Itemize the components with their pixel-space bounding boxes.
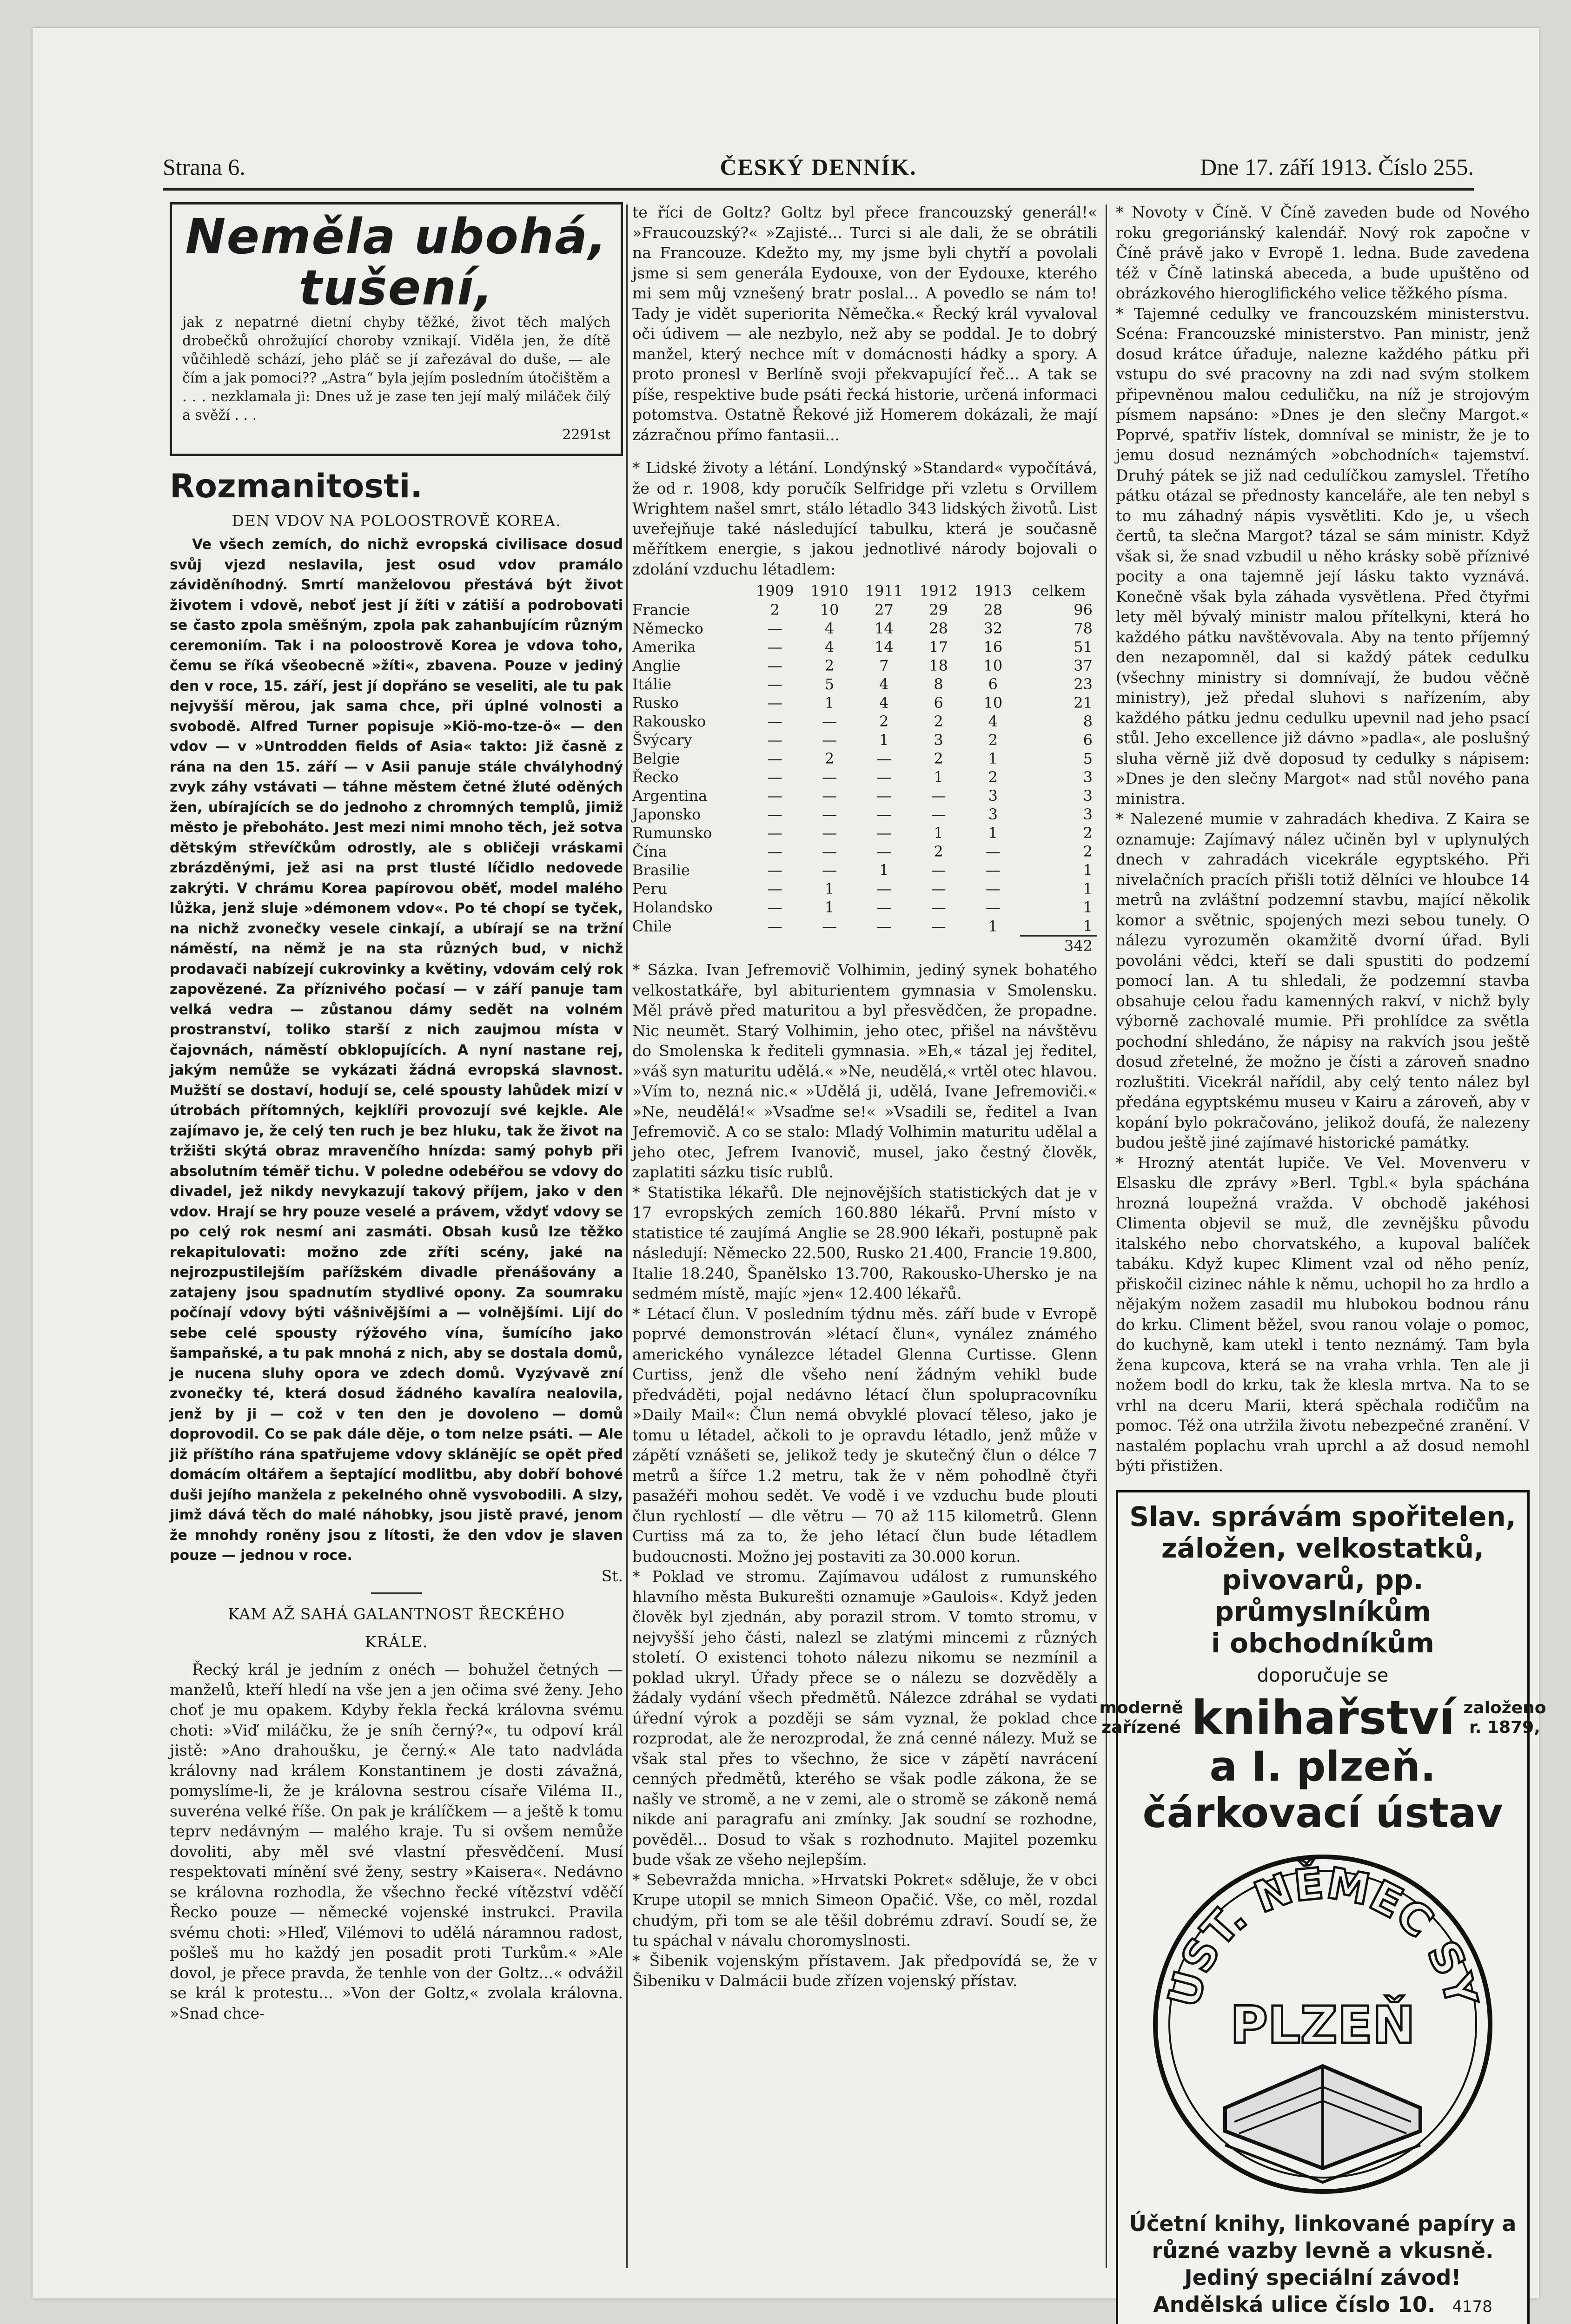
newspaper-title: ČESKÝ DENNÍK. xyxy=(720,154,917,180)
table-cell: 4 xyxy=(879,675,889,693)
table-row xyxy=(632,601,1097,619)
table-cell: 7 xyxy=(879,657,889,674)
ad-code: 2291st xyxy=(562,427,610,443)
table-cell: — xyxy=(876,805,892,823)
table-cell: — xyxy=(767,805,782,823)
table-country: Amerika xyxy=(632,638,696,656)
table-country: Rumunsko xyxy=(632,824,712,842)
table-cell: 18 xyxy=(929,657,948,674)
table-cell: 2 xyxy=(1083,843,1093,860)
table-cell: — xyxy=(767,713,782,730)
table-row xyxy=(632,768,1097,786)
table-country: Argentina xyxy=(632,787,708,805)
column-2 xyxy=(632,202,1097,1991)
table-row xyxy=(632,656,1097,675)
table-cell: — xyxy=(822,805,837,823)
table-cell: 3 xyxy=(988,805,998,823)
ad-line: moderně xyxy=(1099,1698,1183,1717)
table-cell: 10 xyxy=(983,657,1003,674)
table-cell: — xyxy=(767,917,782,935)
news-item: * Nalezené mumie v zahradách khediva. Z Kaira se oznamuje: Zajímavý nález učiněn byl v uplynulých dnech v zahradách vicekrále egyptského. Při nivelačních pracích přišli totiž dělníci ve hloubce 14 metrů na zvláštní podzemní stavbu, mající několik komor a světnic, spojených mezi sebou tunely. O nálezu vyrozuměn okamžitě dvorní úřad. Byli povoláni vědci, kteří se dali spustiti do podzemí pomocí lan. A tu shledali, že podzemní stavba obsahuje celou řadu kamenných rakví, v nichž byly výborně zachovalé mumie. Při prohlídce za světla pochodní shledáno, že nápisy na rakvích jsou ještě dosud zřetelné, že možno je čísti a zároveň snadno rozluštiti. Vicekrál nařídil, aby celý tento nález byl předána egyptskému museu v Kairu a zároveň, aby v kopání bylo pokračováno, jelikož doufá, že nalezeny budou ještě jiné zajímavé historické památky. xyxy=(1116,810,1530,1151)
news-item: * Statistika lékařů. Dle nejnovějších statistických dat je v 17 evropských zemích 160.880 lékařů. První místo v statistice té zaujímá Anglie se 28.900 lékaři, postupně pak následují: Německo 22.500, Rusko 21.400, Francie 19.800, Italie 18.240, Španělsko 13.700, Rakousko-Uhersko je na sedmém místě, majíc »jen« 12.400 lékařů. xyxy=(632,1183,1097,1302)
table-cell: — xyxy=(767,898,782,916)
table-country: Holandsko xyxy=(632,898,713,916)
table-country: Rusko xyxy=(632,694,679,712)
table-cell: 2 xyxy=(934,713,943,730)
ad-line: Účetní knihy, linkované papíry a xyxy=(1129,2211,1517,2236)
table-footer-blank xyxy=(632,936,1020,956)
table-cell: — xyxy=(822,861,837,879)
ad-line: Jediný speciální závod! xyxy=(1184,2265,1461,2290)
table-row xyxy=(632,786,1097,805)
table-cell: — xyxy=(985,843,1001,860)
table-country: Německo xyxy=(632,620,703,637)
table-country: Peru xyxy=(632,880,667,898)
issue-date: Dne 17. září 1913. Číslo 255. xyxy=(1200,154,1474,180)
news-item: * Šibenik vojenským přístavem. Jak předpovídá se, že v Šibeniku v Dalmácii bude zřízen vojenský přístav. xyxy=(632,1951,1097,1990)
table-cell: — xyxy=(767,675,782,693)
table-cell: 6 xyxy=(988,675,998,693)
table-cell: 3 xyxy=(988,787,998,805)
table-cell: 2 xyxy=(934,750,943,767)
table-cell: 28 xyxy=(983,601,1003,619)
table-row xyxy=(632,619,1097,638)
table-header-blank xyxy=(632,581,748,601)
table-country: Itálie xyxy=(632,675,671,693)
table-cell: — xyxy=(876,898,892,916)
table-cell: 27 xyxy=(875,601,894,619)
table-header: 1909 xyxy=(756,582,794,600)
article-headline: DEN VDOV NA POLOOSTROVĚ KOREA. xyxy=(232,511,561,530)
table-cell: — xyxy=(931,861,946,879)
table-cell: 8 xyxy=(934,675,943,693)
ad-line: i obchodníkům xyxy=(1211,1627,1434,1659)
table-cell: 16 xyxy=(983,638,1003,656)
news-item: * Tajemné cedulky ve francouzském ministerstvu. Scéna: Francouzské ministerstvo. Pan ministr, jenž dosud krátce úřaduje, nalezne každého pátku při vstupu do své pracovny na zdi nad svým stolkem připevněnou malou ceduličku, na níž je strojovým písmem napsáno: »Dnes je den slečny Margot.« Poprvé, spatřiv lístek, domníval se ministr, že je to jemu dosud neznámých »obchodních« tajemství. Druhý pátek se již nad cedulíčkou zamyslel. Třetího pátku otázal se přednosty kanceláře, ale ten nebyl s to mu záhadný nápis vysvětliti. Kdo je, u všech čertů, ta slečna Margot? tázal se sám ministr. Když však si, že snad vzbudil u něho krásky sobě příznivé pocity a ona tajemně její lásku takto vyznává. Konečně však byla záhada vysvětlena. Před čtyřmi lety měl bývalý ministr malou přítelkyni, která ho každého pátku navštěvovala. Aby na tento příjemný den nezapomněl, dal si každý pátek cedulku (všechny ministry si domnívají, že budou věčně ministry), jež předal sluhovi s nařízením, aby každého pátku jednu cedulku upevnil nad jeho psací stůl. Jeho excellence již dávno »padla«, ale poslušný sluha věrně již dvě doposud ty cedulky s nápisem: »Dnes je den slečny Margot« nad stůl nového pana ministra. xyxy=(1116,304,1530,808)
table-country: Francie xyxy=(632,601,690,619)
company-seal-logo xyxy=(1146,1848,1499,2201)
table-cell: 2 xyxy=(824,750,835,767)
ad-headline: Neměla ubohá, xyxy=(185,208,608,265)
table-cell: 17 xyxy=(929,638,948,656)
table-cell: 3 xyxy=(1083,787,1093,805)
page-number: Strana 6. xyxy=(163,154,245,180)
table-country: Řecko xyxy=(632,768,679,786)
table-row xyxy=(632,824,1097,842)
table-country: Švýcary xyxy=(632,731,692,749)
ad-line: založeno xyxy=(1463,1698,1546,1717)
table-cell: — xyxy=(931,917,946,935)
header-rule xyxy=(163,188,1474,191)
table-cell: 96 xyxy=(1074,601,1093,619)
table-cell: 1 xyxy=(1083,917,1093,935)
table-country: Rakousko xyxy=(632,713,706,730)
table-total: 342 xyxy=(1020,936,1097,956)
table-cell: 2 xyxy=(770,601,780,619)
ad-brand: a I. plzeň. čárkovací ústav xyxy=(1142,1742,1503,1837)
table-cell: 10 xyxy=(983,694,1003,712)
table-cell: — xyxy=(931,805,946,823)
table-cell: 32 xyxy=(983,620,1003,637)
table-cell: 2 xyxy=(879,713,889,730)
table-cell: — xyxy=(876,750,892,767)
table-cell: 1 xyxy=(879,731,889,749)
ad-line: doporučuje se xyxy=(1257,1664,1389,1686)
table-header: celkem xyxy=(1032,582,1086,600)
table-cell: — xyxy=(822,787,837,805)
ad-body: jak z nepatrné dietní chyby těžké, život těch malých drobečků ohrožující choroby vznikají. Viděla jen, že dítě vůčihledě schází, jeho pláč se jí zařezával do duše, — ale čím a jak pomoci?? „Astra“ byla jejím posledním útočištěm a . . . nezklamala ji: Dnes už je zase ten její malý miláček čilý a svěží . . . xyxy=(182,314,610,423)
table-cell: — xyxy=(876,824,892,842)
table-cell: 4 xyxy=(988,713,998,730)
ad-line: zařízené xyxy=(1101,1717,1181,1737)
article-headline: KRÁLE. xyxy=(365,1632,428,1651)
table-cell: — xyxy=(931,898,946,916)
ad-line: r. 1879, xyxy=(1469,1717,1540,1737)
table-body xyxy=(632,601,1097,936)
table-cell: 1 xyxy=(824,880,835,898)
table-cell: — xyxy=(985,898,1001,916)
table-row xyxy=(632,638,1097,656)
news-item: * Sázka. Ivan Jefremovič Volhimin, jediný synek bohatého velkostatkáře, byl abiturientem gymnasia v Smolensku. Měl právě před maturitou a byl přesvědčen, že propadne. Nic neumět. Starý Volhimin, jeho otec, přišel na návštěvu do Smolenska k řediteli gymnasia. »Eh,« tázal jej ředitel, »váš syn maturitu udělá.« »Ne, neudělá,« vrtěl otec hlavou. »Vím to, nezná nic.« »Udělá ji, udělá, Ivane Jefremoviči.« »Ne, neudělá!« »Vsaďme se!« »Vsadili se, ředitel a Ivan Jefremovič. A co se stalo: Mladý Volhimin maturitu udělal a jeho otec, Jefrem Ivanovič, musel, jako čestný člověk, zaplatiti sázku tisíc rublů. xyxy=(632,961,1097,1181)
table-row xyxy=(632,712,1097,731)
table-cell: — xyxy=(767,731,782,749)
table-cell: — xyxy=(822,824,837,842)
table-cell: 1 xyxy=(824,898,835,916)
table-row xyxy=(632,861,1097,879)
column-1 xyxy=(170,202,623,2023)
article-body: Ve všech zemích, do nichž evropská civilisace dosud svůj vjezd neslavila, jest osud vdov pramálo záviděníhodný. Smrtí manželovou přestává být život životem i vdově, neboť jest jí žíti v zátiší a podrobovati se často zpola směšným, zpola pak zahanbujícím různým ceremoniím. Tak i na poloostrově Korea je vdova toho, čemu se říká všeobecně »žíti«, zbavena. Pouze v jediný den v roce, 15. září, jest jí dopřáno se veseliti, ale tu pak nejvyšší měrou, jak sama chce, při úplné volnosti a svobodě. Alfred Turner popisuje »Kiö-mo-tze-ö« — den vdov — v »Untrodden fields of Asia« takto: Již časně z rána na den 15. září — v Asii panuje stále chvályhodný zvyk záhy vstávati — táhne městem četné žluté oděných žen, ubírajících se do jednoho z chromných templů, jimiž město je přeboháto. Jest mezi nimi mnoho těch, jež sotva dětským střevíčkům odrostly, ale s obličeji vráskami zbrázděnými, jež asi na prst tlusté líčidlo nedovede zakrýti. V chrámu Korea papírovou oběť, model malého lůžka, jenž sluje »démonem vdov«. Po té chopí se tyček, na nichž zvonečky vesele cinkají, a ubírají se na tržní náměstí, na němž je na sta různých bud, v nichž prodavači nabízejí cukrovinky a květiny, vdovám celý rok zapovězené. Za příznivého počasí — v září panuje tam velká vedra — zůstanou dámy sedět na volném prostranství, toliko starší z nich zaujmou místa v čajovnách, náměstí obklopujících. A nyní nastane rej, jakým nemůže se vykázati žádná evropská slavnost. Mužští se dostaví, hodují se, celé spousty lahůdek mizí v útrobách přítomných, kejklíři provozují své kejkle. Ale zajímavo je, že celý ten ruch je bez hluku, tak že život na tržišti skýtá obraz mravenčího hnízda: samý pohyb při absolutním téměř tichu. V poledne odebéřou se vdovy do divadel, jež nikdy nevykazují takový příjem, jako v den vdov. Hrají se hry pouze veselé a právem, vždyť vdovy se po celý rok nesmí ani zasmáti. Obsah kusů lze těžko rekapitulovati: možno zde zříti scény, jaké na nejrozpustilejším pařížském divadle přenášovány a zatajeny jsou spadnutím stydlivé opony. Za soumraku počínají vdovy býti vášnivějšími a — volnějšími. Lijí do sebe celé spousty rýžového vína, šumícího jako šampaňské, a tu pak mnohá z nich, aby se dostala domů, je nucena sluhy opora ve zdech domů. Vyzývavě zní zvonečky té, která dosud žádného kavalíra nealovila, jenž by ji — což v ten den je dovoleno — domů doprovodil. Co se pak dále děje, o tom nelze psáti. — Ale již příštího rána spatřujeme vdovy sklánějíc se opět před domácím oltářem a šeptající modlitbu, aby dobří bohové duši jejího manžela z pekelného ohně vysvobodili. A slzy, jimž dává těch do malé náhobky, jsou jistě pravé, jenom že mnohdy roněny jsou z lítosti, že den vdov je slaven pouze — jednou v roce. xyxy=(170,536,623,1564)
column-divider xyxy=(1106,205,1107,2268)
table-cell: 8 xyxy=(1083,713,1093,730)
table-cell: 28 xyxy=(929,620,948,637)
page-header xyxy=(163,135,1474,180)
ad-line: Slav. správám spořitelen, xyxy=(1129,1500,1516,1532)
ad-line: záložen, velkostatků, pivovarů, pp. průmyslníkům xyxy=(1161,1532,1485,1627)
table-cell: — xyxy=(767,657,782,674)
table-header: 1912 xyxy=(919,582,958,600)
table-cell: 2 xyxy=(988,731,998,749)
table-header: 1910 xyxy=(810,582,848,600)
column-3 xyxy=(1099,202,1546,2324)
table-row xyxy=(632,917,1097,936)
table-cell: 1 xyxy=(1083,861,1093,879)
table-cell: — xyxy=(876,843,892,860)
table-cell: — xyxy=(822,917,837,935)
article-body: Řecký král je jedním z onéch — bohužel četných — manželů, kteří hledí na vše jen a jen očima své ženy. Jeho choť je mu opakem. Kdyby řekla řecká královna svému choti: »Viď miláčku, že je sníh černý?«, tu odpoví král jistě: »Ano drahoušku, je černý.« Ale tato nadvláda královny nad králem Konstantinem je dosti závažná, pomyslíme-li, že je královna sestrou císaře Viléma II., suveréna velké říše. On pak je králíčkem — a ještě k tomu teprv nedávným — malého kraje. Tu si ovšem nemůže dovoliti, aby měl své vlastní přesvědčení. Musí respektovati mínění své ženy, sestry »Kaisera«. Nedávno se královna rozhodla, že všechno řecké vítězství vděčí Řecko pouze — německé vojenské instrukci. Pravila svému choti: »Hleď, Vilémovi to udělá náramnou radost, pošleš mu ho každý jen posadit proti Turkům.« »Ale dovol, je přece pravda, že tenhle von der Goltz...« odvážil se král k protestu... »Von der Goltz,« zvolala královna. »Snad chce- xyxy=(170,1660,623,2022)
news-item: * Létací člun. V posledním týdnu měs. září bude v Evropě poprvé demonstrován »létací člun«, vynález známého amerického vynálezce létadel Glenna Curtisse. Glenn Curtiss, jenž dle všeho není žádným vehikl bude předváděti, pojal nedávno létací člun spolupracovníku »Daily Mail«: Člun nemá obvyklé plovací těleso, jako je tomu u létadel, ačkoli to je opravdu létadlo, jenž může v zápětí vznášeti se, jelikož tedy je skutečný člun o délce 7 metrů a šířce 1.2 metru, tak že v něm pohodlně čtyři pasažéři mohou sedět. Ve vodě i ve vzduchu bude plouti člun rychlostí — dle větru — 70 až 115 kilometrů. Glenn Curtiss má za to, že jeho létací člun bude létadlem budoucnosti. Možno jej postaviti za 30.000 korun. xyxy=(632,1304,1097,1565)
table-cell: 1 xyxy=(934,824,943,842)
table-cell: — xyxy=(767,824,782,842)
table-cell: — xyxy=(767,750,782,767)
table-country: Belgie xyxy=(632,750,680,767)
table-cell: — xyxy=(822,843,837,860)
table-cell: 3 xyxy=(934,731,943,749)
ad-line xyxy=(1127,2291,1518,2320)
table-cell: — xyxy=(931,787,946,805)
table-cell: 1 xyxy=(934,768,943,786)
table-cell: 1 xyxy=(988,750,998,767)
table-cell: 5 xyxy=(824,675,835,693)
newspaper-page xyxy=(33,28,1546,2317)
table-cell: — xyxy=(931,880,946,898)
table-country: Brasilie xyxy=(632,861,690,879)
table-cell: — xyxy=(985,880,1001,898)
table-row xyxy=(632,879,1097,898)
table-cell: 4 xyxy=(879,694,889,712)
table-row xyxy=(632,805,1097,824)
table-cell: 1 xyxy=(824,694,835,712)
article-headline: KAM AŽ SAHÁ GALANTNOST ŘECKÉHO xyxy=(228,1605,565,1623)
seal-text-city: PLZEŇ xyxy=(1230,1995,1415,2055)
table-cell: — xyxy=(767,880,782,898)
table-cell: 2 xyxy=(934,843,943,860)
table-cell: 23 xyxy=(1074,675,1093,693)
ad-code: 4178 xyxy=(1452,2298,1492,2316)
table-cell: 4 xyxy=(824,638,835,656)
table-cell: 5 xyxy=(1083,750,1093,767)
table-row xyxy=(632,675,1097,693)
table-cell: 1 xyxy=(1083,880,1093,898)
table-cell: 37 xyxy=(1074,657,1093,674)
table-cell: — xyxy=(767,620,782,637)
aviation-deaths-table xyxy=(632,581,1097,955)
table-header: 1911 xyxy=(865,582,903,600)
table-cell: 1 xyxy=(988,917,998,935)
news-item: * Hrozný atentát lupiče. Ve Vel. Movenveru v Elsasku dle zprávy »Berl. Tgbl.« byla spáchána hrozná loupežná vražda. V obchodě jakéhosi Climenta objevil se muž, dle zevnějšku původu italského nebo chorvatského, a kupoval balíček tabáku. Když kupec Kliment vzal od něho peníz, přiskočil cizinec náhle k němu, uchopil ho za hrdlo a nějakým nožem zasadil mu hlubokou bodnou ránu do krku. Climent běžel, svou ranou volaje o pomoc, do kuchyně, kam utekl i tento neznámý. Tam byla žena kupcova, která se na vraha vrhla. Ten ale ji nožem bodl do krku, tak že klesla mrtva. Na to se vrhl na dceru Marii, která spěchala rodičům na pomoc. Též ona utržila životu nebezpečné zranění. V nastalém poplachu vrah uprchl a až dosud nemohl býti přistižen. xyxy=(1116,1153,1530,1475)
table-cell: — xyxy=(822,713,837,730)
table-header: 1913 xyxy=(974,582,1012,600)
table-cell: — xyxy=(822,768,837,786)
table-cell: 3 xyxy=(1083,768,1093,786)
ad-address: Andělská ulice číslo 10. xyxy=(1153,2292,1436,2317)
ad-brand: knihařství xyxy=(1191,1690,1455,1745)
table-country: Anglie xyxy=(632,657,681,674)
table-cell: 51 xyxy=(1074,638,1093,656)
ad-brand-row xyxy=(1099,1690,1546,1745)
astra-advertisement xyxy=(170,202,623,456)
ad-headline: tušení, xyxy=(298,259,494,316)
table-cell: 2 xyxy=(824,657,835,674)
table-cell: 1 xyxy=(988,824,998,842)
table-cell: 6 xyxy=(934,694,943,712)
news-item: * Novoty v Číně. V Číně zaveden bude od Nového roku gregoriánský kalendář. Nový rok započne v Číně právě jako v Evropě 1. ledna. Bude zavedena též v Číně latinská abeceda, a bude upuštěno od obrázkového hieroglifického velice těžkého písma. xyxy=(1116,203,1530,302)
table-row xyxy=(632,693,1097,712)
column-divider xyxy=(626,205,628,2268)
article-signature: St. xyxy=(601,1566,623,1585)
table-cell: 4 xyxy=(824,620,835,637)
table-cell: — xyxy=(876,768,892,786)
table-cell: 2 xyxy=(1083,824,1093,842)
bookbinding-advertisement xyxy=(1099,1490,1546,2324)
table-cell: 14 xyxy=(875,620,894,637)
table-country: Chile xyxy=(632,917,672,935)
table-cell: — xyxy=(767,787,782,805)
table-cell: — xyxy=(876,787,892,805)
table-cell: — xyxy=(767,861,782,879)
news-item: * Sebevražda mnicha. »Hrvatski Pokret« sděluje, že v obci Krupe utopil se mnich Simeon Opačić. Vše, co měl, rozdal chudým, při tom se ale těšil dobrému zdraví. Soudí se, že tu spáchal v návalu choromyslnosti. xyxy=(632,1870,1097,1949)
table-cell: 14 xyxy=(875,638,894,656)
table-cell: — xyxy=(822,731,837,749)
table-cell: 29 xyxy=(929,601,948,619)
table-cell: 2 xyxy=(988,768,998,786)
ad-line: různé vazby levně a vkusně. xyxy=(1152,2238,1494,2263)
table-cell: — xyxy=(767,694,782,712)
table-row xyxy=(632,898,1097,917)
table-cell: 10 xyxy=(820,601,839,619)
article-continuation: te říci de Goltz? Goltz byl přece francouzský generál!« »Fraucouzský?« »Zajisté... Turci si ale dali, že se obrátili na Francouze. Kdežto my, my jsme byli chytří a povolali jsme si sem generála Eydouxe, von der Eydouxe, kterého mi sem můj vznešený bratr poslal... A povedlo se nám to! Tady je vidět superiorita Němečka.« Řecký král vyvaloval oči údivem — ale nezbylo, než aby se poddal. Je to dobrý manžel, který nechce mít v domácnosti hádky a spory. A proto pronesl v Berlíně svoji překvapující řeč... A tak se píše, respektive bude psáti řecká historie, určená informaci potomstva. Ostatně Řekové již Homerem dokázali, že mají zázračnou přímo fantasii... xyxy=(632,203,1097,444)
table-cell: 1 xyxy=(1083,898,1093,916)
table-cell: — xyxy=(985,861,1001,879)
table-row xyxy=(632,842,1097,861)
table-cell: — xyxy=(876,917,892,935)
section-title: Rozmanitosti. xyxy=(170,467,423,505)
table-cell: — xyxy=(767,843,782,860)
seal-text-top: UST. NĚMEC SY xyxy=(1159,1858,1487,2012)
table-cell: 3 xyxy=(1083,805,1093,823)
table-country: Čína xyxy=(632,843,667,860)
table-cell: — xyxy=(767,768,782,786)
table-row xyxy=(632,731,1097,749)
table-cell: — xyxy=(876,880,892,898)
table-row xyxy=(632,749,1097,768)
article-divider xyxy=(371,1592,422,1594)
table-cell: 78 xyxy=(1074,620,1093,637)
news-item: * Lidské životy a létání. Londýnský »Standard« vypočítává, že od r. 1908, kdy poručík Selfridge při vzletu s Orvillem Wrightem našel smrt, stálo létadlo 343 lidských životů. List uveřejňuje také následující tabulku, která je současně měřítkem energie, s jakou jednotlivé národy bojovali o zdolání vzduchu létadlem: xyxy=(632,459,1097,578)
table-cell: 6 xyxy=(1083,731,1093,749)
table-cell: — xyxy=(767,638,782,656)
table-cell: 1 xyxy=(879,861,889,879)
news-item: * Poklad ve stromu. Zajímavou událost z rumunského hlavního města Bukurešti oznamuje »Gaulois«. Když jeden člověk byl zjednán, aby porazil strom. V tomto stromu, v nejvyšší jeho části, nalezl se zlatými mincemi z různých století. O existenci tohoto nálezu nikomu se nezmínil a poklad ukryl. Úřady přece se o nálezu se dozvěděly a žádaly vydání všech předmětů. Nálezce zdráhal se vydati úřední výrok a později se sám vyznal, že poklad chce rozprodat, ale že nerozprodal, že zná cenné nálezy. Muž se však stal přes to všechno, že sice v zápětí navrácení cenných předmětů, kterého se však podle zákona, že se našly ve stromě, a ne v zemi, ale o stromě se zákoně nemá nikde ani paragrafu ani zmínky. Jak soudní se rozhodne, pověděl... Dosud to však s rozhodnuto. Majitel pozemku bude však ze všeho nejlepším. xyxy=(632,1567,1097,1868)
table-cell: 21 xyxy=(1074,694,1093,712)
table-country: Japonsko xyxy=(632,805,701,823)
